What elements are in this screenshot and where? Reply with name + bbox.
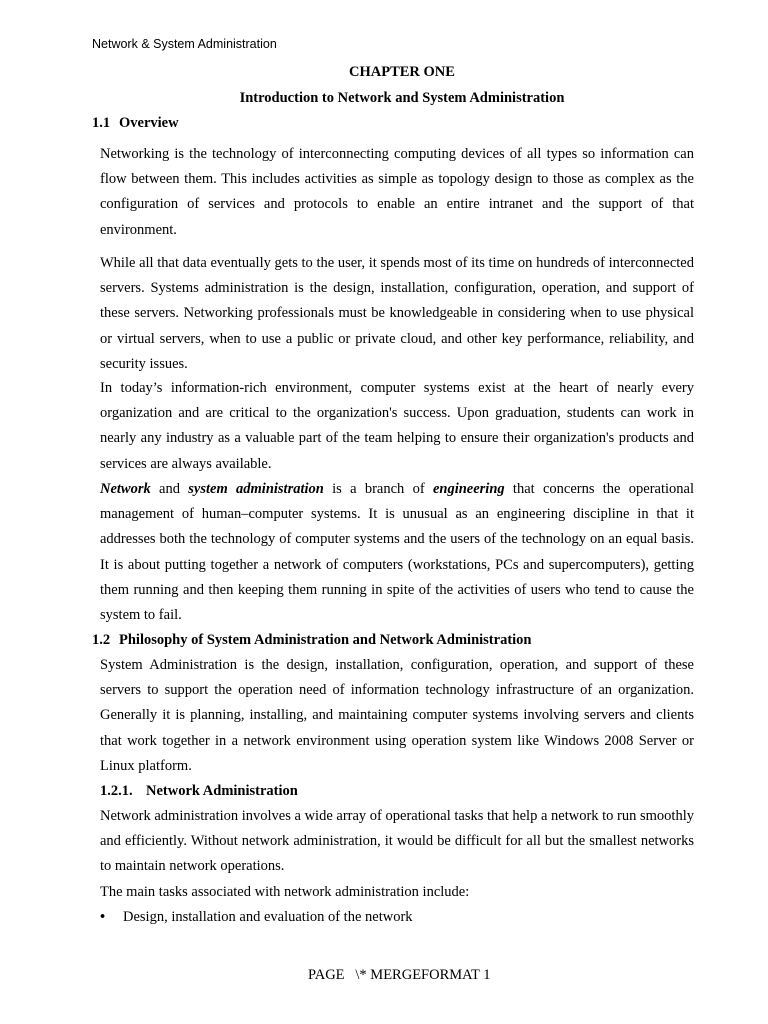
section-number: 1.2: [92, 632, 111, 648]
page-footer: PAGE \* MERGEFORMAT 1: [308, 967, 491, 983]
paragraph-system-administration: System Administration is the design, installation, configuration, operation, and support of these servers to support the operation need of information technology infrastructure of an organization. Generally it is planning, installing, and maintaining computer systems involving servers and clients that work together in a network environment using operation system like Windows 2008 Server or Linux platform.: [100, 657, 694, 774]
chapter-label: CHAPTER ONE: [349, 64, 455, 80]
section-title: Philosophy of System Administration and Network Administration: [119, 632, 532, 648]
paragraph-environment: In today’s information-rich environment, computer systems exist at the heart of nearly every organization and are critical to the organization's success. Upon graduation, students can work in nearly any industry as a valuable part of the team helping to ensure their organization's products and services are always available.: [100, 380, 694, 472]
paragraph-servers: While all that data eventually gets to the user, it spends most of its time on hundreds of interconnected servers. Systems administration is the design, installation, configuration, operation, and support of these servers. Networking professionals must be knowledgeable in considering when to use physical or virtual servers, when to use a public or private cloud, and other key performance, reliability, and security issues.: [100, 255, 694, 372]
list-item: [100, 909, 413, 926]
bullet-icon: •: [100, 909, 106, 925]
list-item-text: Design, installation and evaluation of the network: [123, 909, 413, 925]
text-fragment: that concerns the operational management of human–computer systems. It is unusual as an engineering discipline in that it addresses both the technology of computer systems and the users of the technology on an equal basis. It is about putting together a network of computers (workstations, PCs and supercomputers), getting them running and then keeping them running in spite of the activities of users who tend to cause the system to fail.: [100, 481, 694, 624]
term-system-administration: system administration: [188, 481, 324, 497]
paragraph-definition: [100, 477, 694, 628]
section-number: 1.2.1.: [100, 783, 133, 799]
term-engineering: engineering: [432, 481, 505, 497]
section-number: 1.1: [92, 115, 111, 131]
text-fragment: and: [150, 481, 189, 497]
section-heading-1-1: [92, 115, 179, 132]
section-title: Network Administration: [146, 783, 298, 799]
running-header: Network & System Administration: [92, 37, 277, 51]
text-fragment: is a branch of: [323, 481, 433, 497]
section-title: Overview: [119, 115, 179, 131]
chapter-title: Introduction to Network and System Administration: [239, 90, 565, 106]
section-heading-1-2: [92, 632, 532, 649]
paragraph-main-tasks: The main tasks associated with network administration include:: [100, 884, 470, 900]
section-heading-1-2-1: [100, 783, 298, 800]
paragraph-networking: Networking is the technology of interconnecting computing devices of all types so information can flow between them. This includes activities as simple as topology design to those as complex as the configuration of services and protocols to enable an entire intranet and the support of that environment.: [100, 146, 694, 238]
paragraph-network-administration: Network administration involves a wide array of operational tasks that help a network to run smoothly and efficiently. Without network administration, it would be difficult for all but the smallest networks to maintain network operations.: [100, 808, 694, 875]
term-network: Network: [100, 481, 151, 497]
